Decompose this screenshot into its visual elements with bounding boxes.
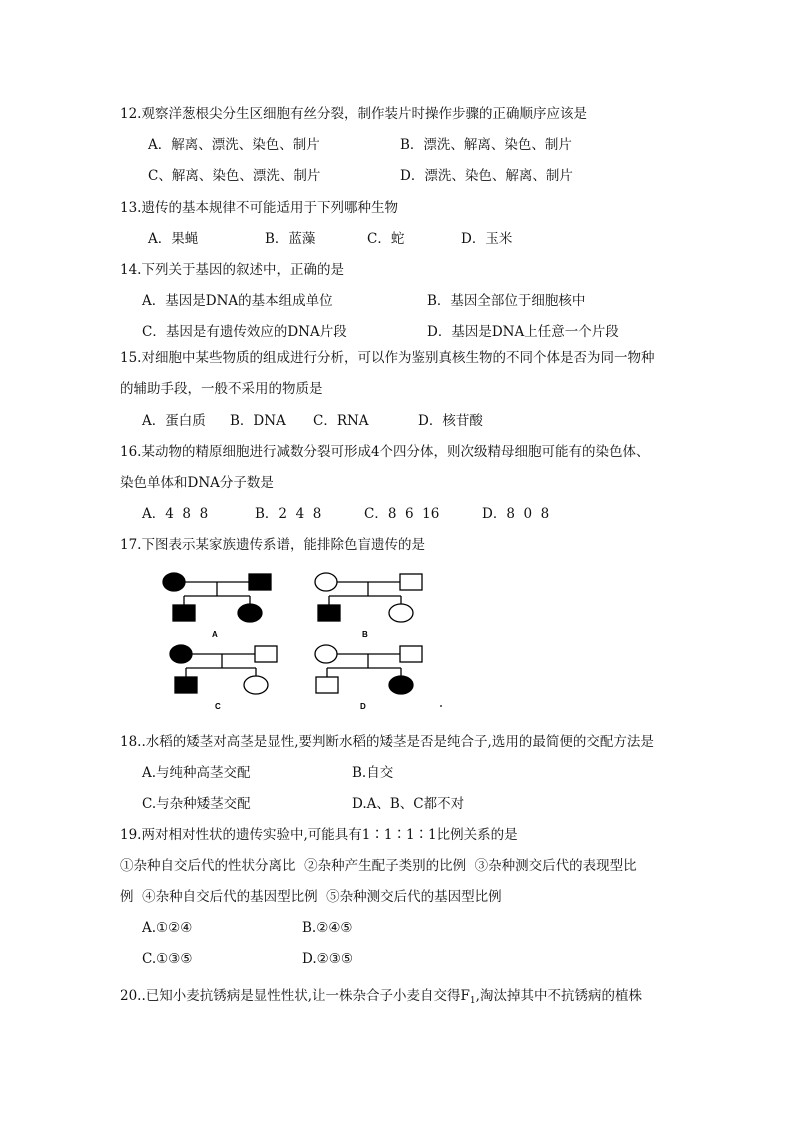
pedigree-b-daughter [389,604,413,622]
pedigree-c-son [175,677,197,693]
pedigree-a-son [173,605,195,621]
q14-option-a[interactable]: A．基因是DNA的基本组成单位 [142,293,333,309]
q16-option-c[interactable]: C．8 6 16 [364,506,440,522]
q20-stem [120,987,642,1010]
q14-option-c[interactable]: C．基因是有遗传效应的DNA片段 [142,324,347,340]
q15-option-d[interactable]: D．核苷酸 [418,413,483,429]
pedigree-label-c: C [215,702,221,711]
pedigree-c-father [255,646,277,662]
pedigree-label-b: B [362,630,368,639]
q20-stem-text: 20..已知小麦抗锈病是显性性状,让一株杂合子小麦自交得F [120,988,470,1004]
q15-option-c[interactable]: C．RNA [313,413,369,429]
q12-option-b[interactable]: B．漂洗、解离、染色、制片 [400,137,572,153]
pedigree-d-father [400,646,422,662]
q15-stem: 15.对细胞中某些物质的组成进行分析，可以作为鉴别真核生物的不同个体是否为同一物种 [120,350,655,366]
pedigree-label-d: D [360,702,366,711]
q13-option-b[interactable]: B．蓝藻 [265,231,316,247]
q19-statement-line-1: ①杂种自交后代的性状分离比 ②杂种产生配子类别的比例 ③杂种测交后代的表现型比 [120,858,637,874]
q15-stem-continued: 的辅助手段，一般不采用的物质是 [120,381,323,397]
q19-option-a[interactable]: A.①②④ [142,920,193,936]
pedigree-c-mother [170,645,192,663]
q18-stem: 18..水稻的矮茎对高茎是显性,要判断水稻的矮茎是否是纯合子,选用的最简便的交配方法是 [120,734,654,750]
q20-stem-tail: ,淘汰掉其中不抗锈病的植株 [475,988,642,1004]
pedigree-d [315,645,422,694]
q20-subscript: 1 [469,996,476,1006]
q19-option-d[interactable]: D.②③⑤ [302,951,353,967]
pedigree-figure [150,567,450,712]
q14-stem: 14.下列关于基因的叙述中，正确的是 [120,262,344,278]
q12-option-d[interactable]: D．漂洗、染色、解离、制片 [400,168,573,184]
q16-stem-continued: 染色单体和DNA分子数是 [120,475,274,491]
pedigree-d-son [316,677,338,693]
q18-option-b[interactable]: B.自交 [352,765,394,781]
q19-statement-line-2: 例 ④杂种自交后代的基因型比例 ⑤杂种测交后代的基因型比例 [120,889,502,905]
stray-dot [440,705,442,707]
q12-option-c[interactable]: C、解离、染色、漂洗、制片 [148,168,321,184]
q17-stem: 17.下图表示某家族遗传系谱，能排除色盲遗传的是 [120,537,425,553]
q16-option-a[interactable]: A．4 8 8 [142,506,209,522]
pedigree-a-mother [163,573,185,591]
q19-option-b[interactable]: B.②④⑤ [302,920,353,936]
pedigree-b-son [318,605,340,621]
pedigree-c [170,645,277,694]
pedigree-b-father [400,574,422,590]
q14-option-b[interactable]: B．基因全部位于细胞核中 [427,293,586,309]
q19-option-c[interactable]: C.①③⑤ [142,951,193,967]
q13-option-c[interactable]: C．蛇 [367,231,405,247]
pedigree-a-daughter [238,604,262,622]
q18-option-a[interactable]: A.与纯种高茎交配 [142,765,251,781]
q13-stem: 13.遗传的基本规律不可能适用于下列哪种生物 [120,200,398,216]
q14-option-d[interactable]: D．基因是DNA上任意一个片段 [427,324,619,340]
q16-option-b[interactable]: B．2 4 8 [255,506,322,522]
q18-option-c[interactable]: C.与杂种矮茎交配 [142,796,251,812]
q12-stem: 12.观察洋葱根尖分生区细胞有丝分裂，制作装片时操作步骤的正确顺序应该是 [120,106,587,122]
pedigree-d-daughter [389,676,413,694]
pedigree-d-mother [315,645,337,663]
pedigree-b-mother [315,573,337,591]
q13-option-a[interactable]: A．果蝇 [148,231,199,247]
q13-option-d[interactable]: D．玉米 [461,231,513,247]
pedigree-a-father [249,574,271,590]
pedigree-label-a: A [212,630,218,639]
pedigree-b [315,573,422,622]
pedigree-c-daughter [244,676,268,694]
q16-stem: 16.某动物的精原细胞进行减数分裂可形成4个四分体，则次级精母细胞可能有的染色体、 [120,444,650,460]
q16-option-d[interactable]: D．8 0 8 [482,506,550,522]
q12-option-a[interactable]: A．解离、漂洗、染色、制片 [148,137,320,153]
q15-option-a[interactable]: A．蛋白质 [142,413,206,429]
q19-stem: 19.两对相对性状的遗传实验中,可能具有1∶1∶1∶1比例关系的是 [120,827,518,843]
pedigree-a [163,573,271,622]
q18-option-d[interactable]: D.A、B、C都不对 [352,796,465,812]
q15-option-b[interactable]: B．DNA [230,413,286,429]
